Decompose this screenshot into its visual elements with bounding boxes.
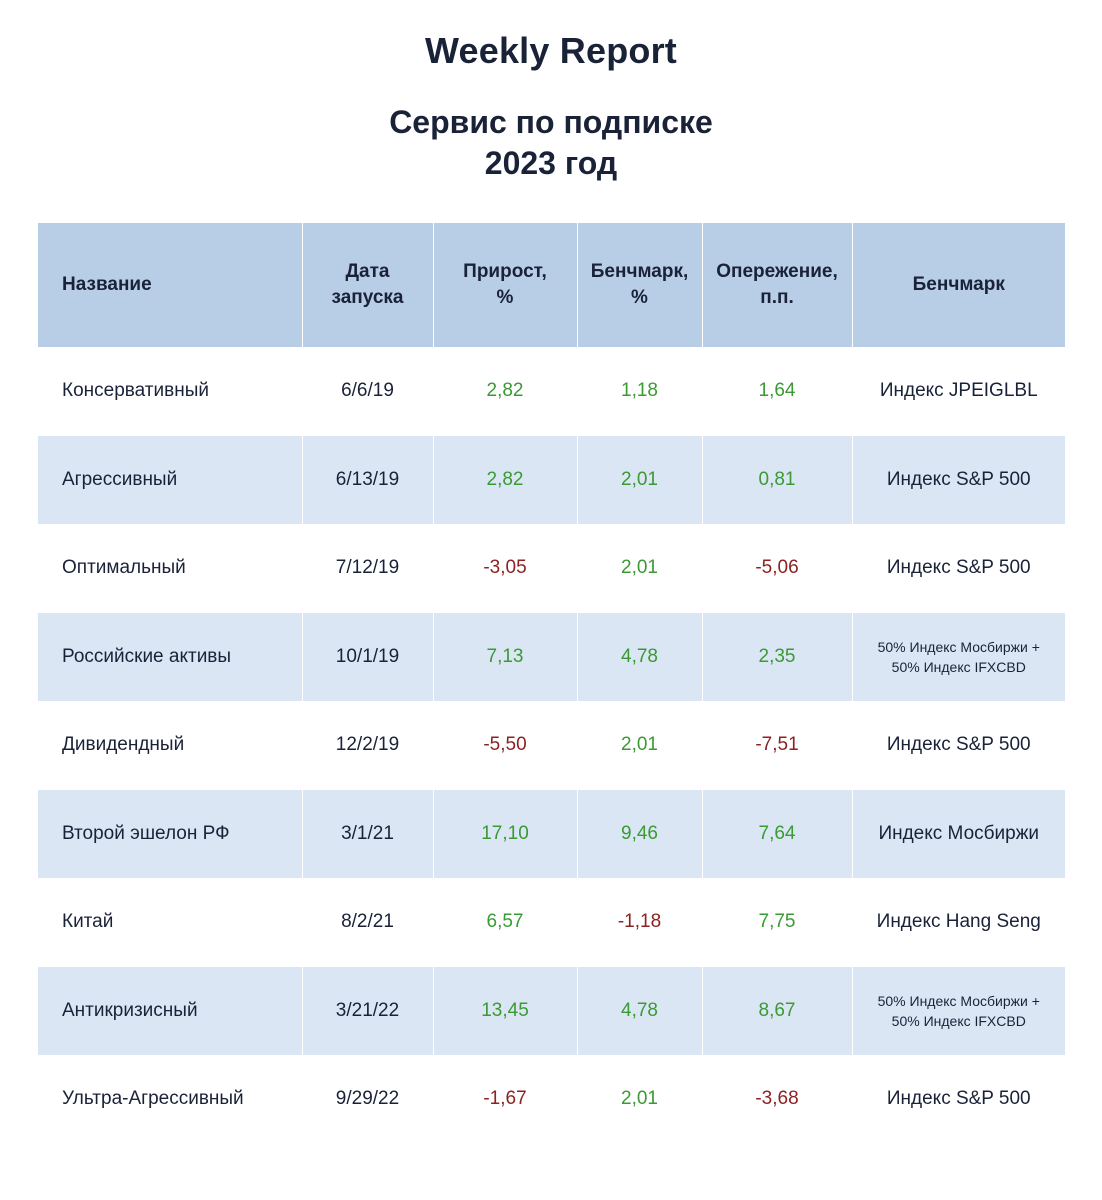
header-date-line-1: Дата <box>345 261 390 282</box>
cell-benchmark-pct: 2,01 <box>577 524 702 613</box>
table-row <box>38 967 1065 1056</box>
cell-lead: 0,81 <box>702 436 852 525</box>
cell-benchmark-pct: 2,01 <box>577 436 702 525</box>
header-benchmark-pct-line-2: % <box>631 287 648 308</box>
table-row <box>38 347 1065 436</box>
benchmark-line: Индекс S&P 500 <box>886 557 1031 579</box>
header-lead-line-2: п.п. <box>760 287 794 308</box>
cell-growth: 17,10 <box>433 790 577 879</box>
cell-growth: 13,45 <box>433 967 577 1056</box>
cell-lead: 7,64 <box>702 790 852 879</box>
cell-growth: -3,05 <box>433 524 577 613</box>
cell-benchmark-pct: 4,78 <box>577 613 702 702</box>
cell-name: Оптимальный <box>62 557 186 579</box>
benchmark-line: 50% Индекс IFXCBD <box>891 1012 1026 1029</box>
cell-launch-date: 8/2/21 <box>302 878 433 967</box>
header-benchmark: Бенчмарк <box>852 223 1065 347</box>
benchmark-line: Индекс S&P 500 <box>886 1088 1031 1110</box>
cell-benchmark-pct: 1,18 <box>577 347 702 436</box>
benchmark-line: 50% Индекс IFXCBD <box>891 658 1026 675</box>
cell-benchmark <box>852 613 1065 702</box>
cell-growth: 7,13 <box>433 613 577 702</box>
benchmark-line: Индекс S&P 500 <box>886 734 1031 756</box>
cell-growth: -1,67 <box>433 1055 577 1144</box>
header-name: Название <box>62 274 152 295</box>
benchmark-line: 50% Индекс Мосбиржи + <box>877 992 1040 1009</box>
benchmark-line: 50% Индекс Мосбиржи + <box>877 638 1040 655</box>
cell-launch-date: 6/6/19 <box>302 347 433 436</box>
cell-benchmark <box>852 347 1065 436</box>
cell-benchmark-pct: 4,78 <box>577 967 702 1056</box>
subtitle-line-1: Сервис по подписке <box>389 104 713 140</box>
cell-growth: 6,57 <box>433 878 577 967</box>
cell-lead: -3,68 <box>702 1055 852 1144</box>
header-benchmark-pct-line-1: Бенчмарк, <box>590 261 689 282</box>
header-benchmark-pct <box>577 223 702 347</box>
cell-launch-date: 9/29/22 <box>302 1055 433 1144</box>
cell-lead: -5,06 <box>702 524 852 613</box>
subtitle-line-2: 2023 год <box>484 145 618 181</box>
cell-benchmark <box>852 790 1065 879</box>
cell-lead: 1,64 <box>702 347 852 436</box>
header-lead <box>702 223 852 347</box>
cell-name: Ультра-Агрессивный <box>62 1088 244 1110</box>
header-lead-line-1: Опережение, <box>716 261 838 282</box>
report-subtitle <box>0 102 1102 184</box>
cell-lead: 2,35 <box>702 613 852 702</box>
header-growth-line-1: Прирост, <box>463 261 547 282</box>
cell-name: Агрессивный <box>62 468 178 490</box>
table-row <box>38 701 1065 790</box>
cell-benchmark <box>852 878 1065 967</box>
cell-benchmark <box>852 701 1065 790</box>
table-row <box>38 613 1065 702</box>
table-header-row <box>38 223 1065 347</box>
cell-benchmark-pct: 2,01 <box>577 701 702 790</box>
cell-name: Антикризисный <box>62 999 198 1021</box>
cell-lead: 7,75 <box>702 878 852 967</box>
cell-lead: -7,51 <box>702 701 852 790</box>
cell-name: Консервативный <box>62 380 209 402</box>
table-row <box>38 436 1065 525</box>
table-row <box>38 524 1065 613</box>
cell-benchmark <box>852 524 1065 613</box>
cell-name: Второй эшелон РФ <box>62 822 230 844</box>
report-table <box>38 223 1065 1144</box>
cell-lead: 8,67 <box>702 967 852 1056</box>
benchmark-line: Индекс S&P 500 <box>886 468 1031 490</box>
cell-launch-date: 3/21/22 <box>302 967 433 1056</box>
header-date <box>302 223 433 347</box>
cell-launch-date: 10/1/19 <box>302 613 433 702</box>
table-body <box>38 347 1065 1144</box>
cell-benchmark <box>852 967 1065 1056</box>
cell-growth: 2,82 <box>433 347 577 436</box>
cell-benchmark-pct: 2,01 <box>577 1055 702 1144</box>
cell-benchmark <box>852 436 1065 525</box>
benchmark-line: Индекс Hang Seng <box>876 911 1041 933</box>
cell-launch-date: 12/2/19 <box>302 701 433 790</box>
cell-benchmark <box>852 1055 1065 1144</box>
cell-name: Дивидендный <box>62 734 185 756</box>
cell-growth: 2,82 <box>433 436 577 525</box>
benchmark-line: Индекс Мосбиржи <box>878 822 1040 844</box>
benchmark-line: Индекс JPEIGLBL <box>879 380 1038 402</box>
cell-launch-date: 6/13/19 <box>302 436 433 525</box>
table-row <box>38 790 1065 879</box>
cell-benchmark-pct: 9,46 <box>577 790 702 879</box>
header-date-line-2: запуска <box>331 287 404 308</box>
cell-growth: -5,50 <box>433 701 577 790</box>
cell-name: Российские активы <box>62 645 232 667</box>
cell-benchmark-pct: -1,18 <box>577 878 702 967</box>
header-growth <box>433 223 577 347</box>
table-row <box>38 878 1065 967</box>
cell-launch-date: 3/1/21 <box>302 790 433 879</box>
header-growth-line-2: % <box>496 287 514 308</box>
cell-launch-date: 7/12/19 <box>302 524 433 613</box>
table-row <box>38 1055 1065 1144</box>
report-title: Weekly Report <box>424 30 678 71</box>
cell-name: Китай <box>62 911 114 933</box>
